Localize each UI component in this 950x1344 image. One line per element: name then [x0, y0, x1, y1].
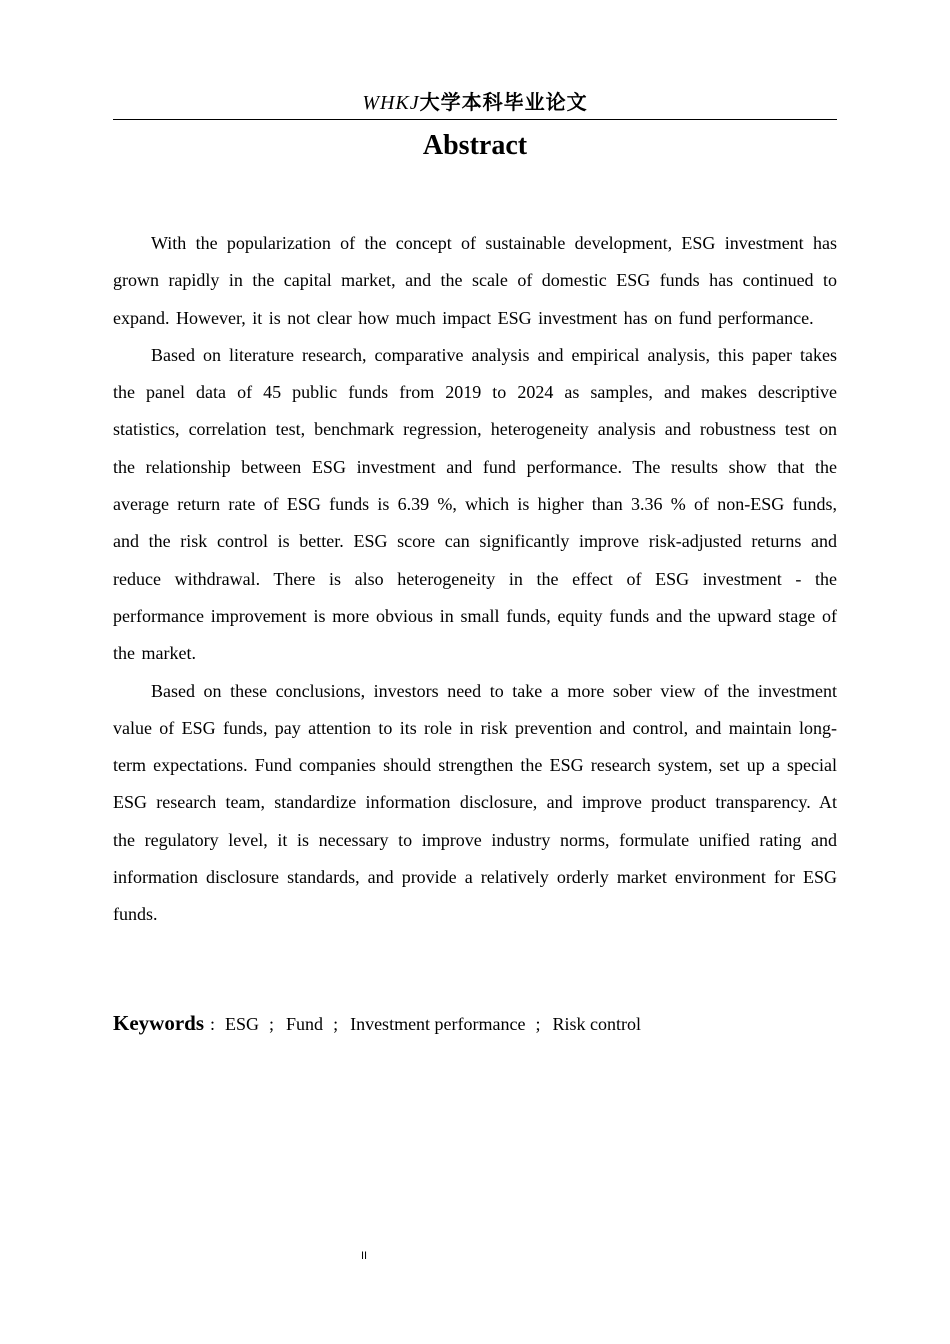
abstract-title: Abstract: [422, 130, 528, 161]
page-number: II: [360, 1250, 368, 1262]
keyword-separator: ;: [333, 1014, 339, 1034]
abstract-paragraph-3: Based on these conclusions, investors need to take a more sober view of the investment value of ESG funds, pay attention to its role in risk prevention and control, and maintain long-term expectations. Fund companies should strengthen the ESG research system, set up a special ESG research team, standardize information disclosure, and improve product transparency. At the regulatory level, it is necessary to improve industry norms, formulate unified rating and information disclosure standards, and provide a relatively orderly market environment for ESG funds.: [113, 680, 837, 925]
abstract-paragraph-2: Based on literature research, comparative analysis and empirical analysis, this paper takes the panel data of 45 public funds from 2019 to 2024 as samples, and makes descriptive statistics, correlation test, benchmark regression, heterogeneity analysis and robustness test on the relationship between ESG investment and fund performance. The results show that the average return rate of ESG funds is 6.39 %, which is higher than 3.36 % of non-ESG funds, and the risk control is better. ESG score can significantly improve risk-adjusted returns and reduce withdrawal. There is also heterogeneity in the effect of ESG investment - the performance improvement is more obvious in small funds, equity funds and the upward stage of the market.: [113, 344, 837, 664]
keyword-item: Investment performance: [350, 1014, 526, 1034]
keywords-colon: :: [210, 1014, 216, 1034]
header-school-abbrev: WHKJ: [362, 92, 420, 114]
abstract-paragraph-1: With the popularization of the concept of sustainable development, ESG investment has grown rapidly in the capital market, and the scale of domestic ESG funds has continued to expand. However, it is not clear how much impact ESG investment has on fund performance.: [113, 233, 837, 328]
keyword-item: ESG: [225, 1014, 260, 1034]
keyword-item: Risk control: [552, 1014, 642, 1034]
abstract-body: [113, 225, 837, 934]
page-header: [113, 88, 837, 120]
keyword-item: Fund: [286, 1014, 324, 1034]
keyword-separator: ;: [535, 1014, 541, 1034]
header-title: [362, 92, 587, 114]
keyword-separator: ;: [269, 1014, 275, 1034]
keywords-line: [113, 1005, 837, 1042]
keywords-label: Keywords: [113, 1011, 204, 1035]
header-thesis-type: 大学本科毕业论文: [419, 92, 588, 114]
